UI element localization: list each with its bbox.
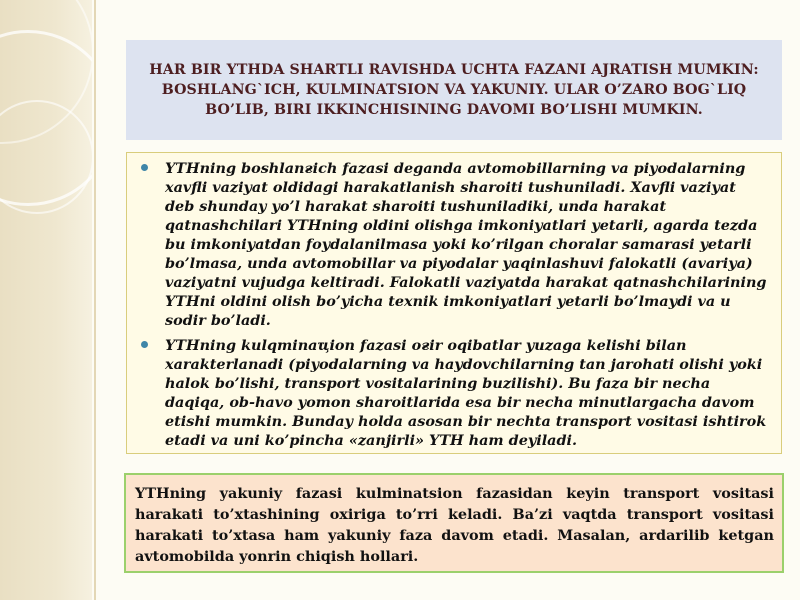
slide-title: HAR BIR YTHDA SHARTLI RAVISHDA UCHTA FAZANI AJRATISH MUMKIN: BOSHLANG`ICH, KULMINATSION VA YAKUNIY. ULAR O’ZARO BOG`LIQ BO’LIB, BIRI IKKINCHISINING DAVOMI BO’LISHI MUMKIN. xyxy=(126,40,782,140)
bullet-text: YTHning kulqminaҵion fazasi oғir oqibatlar yuzaga kelishi bilan xarakterlanadi (piyodalarning va haydovchilarning tan jarohati olishi yoki halok bo’lishi, transport vositalarining buzilishi). Bu faza bir necha daqiqa, ob-havo yomon sharoitlarida esa bir necha minutlargacha davom etishi mumkin. Bunday holda asosan bir nechta transport vositasi ishtirok etadi va uni ko’pincha «zanjirli» YTH ham deyiladi. xyxy=(165,337,767,449)
decorative-side-band xyxy=(0,0,92,600)
bullet-dot-icon xyxy=(141,164,148,171)
bullet-item xyxy=(165,336,767,450)
bullet-dot-icon xyxy=(141,341,148,348)
vertical-divider xyxy=(94,0,96,600)
bullet-item xyxy=(165,159,767,330)
summary-box: YTHning yakuniy fazasi kulminatsion fazasidan keyin transport vositasi harakati to’xtashining oxiriga to’rri keladi. Ba’zi vaqtda transport vositasi harakati to’xtasa ham yakuniy faza davom etadi. Masalan, ardarilib ketgan avtomobilda yonrin chiqish hollari. xyxy=(124,473,784,573)
content-box xyxy=(126,152,782,454)
bullet-text: YTHning boshlanғich fazasi deganda avtomobillarning va piyodalarning xavfli vaziyat oldidagi harakatlanish sharoiti tushuniladi. Xavfli vaziyat deb shunday yo’l harakat sharoiti tushuniladiki, unda harakat qatnashchilari YTHning oldini olishga imkoniyatlari yetarli, agarda tezda bu imkoniyatdan foydalanilmasa yoki ko’rilgan choralar samarasi yetarli bo’lmasa, unda avtomobillar va piyodalar yaqinlashuvi falokatli (avariya) vaziyatni vujudga keltiradi. Falokatli vaziyatda harakat qatnashchilarining YTHni oldini olish bo’yicha texnik imkoniyatlari yetarli bo’lmaydi va u sodir bo’ladi. xyxy=(165,160,767,329)
